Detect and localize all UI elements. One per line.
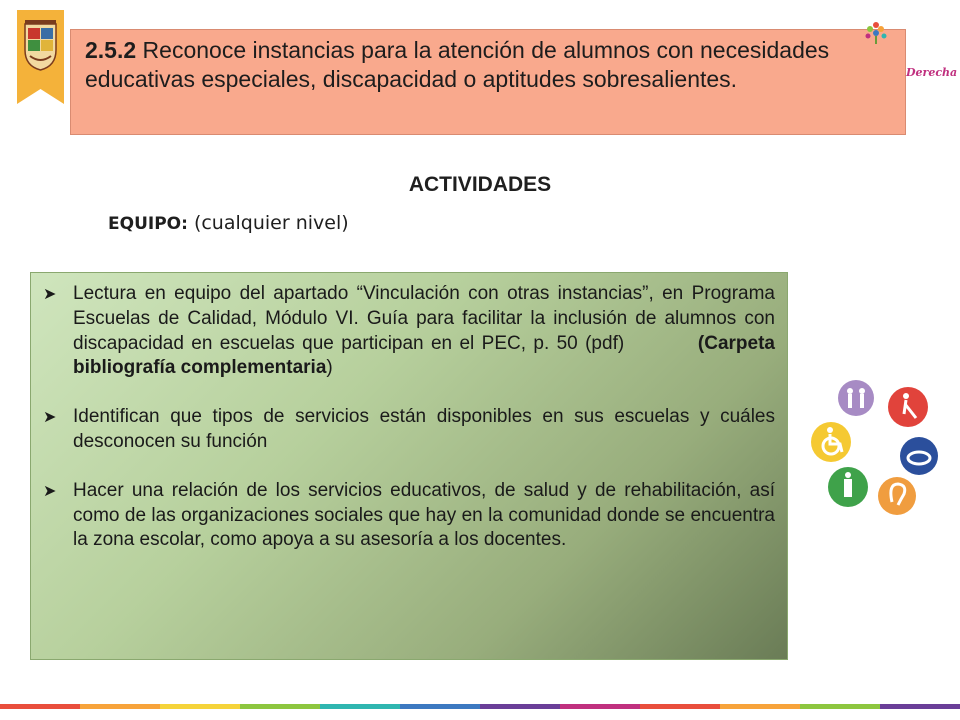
header-bookmark: [17, 10, 64, 104]
activity-text: Identifican que tipos de servicios están disponibles en sus escuelas y cuáles desconocen su función: [73, 406, 775, 452]
bottom-color-stripe: [0, 704, 960, 709]
activity-bold: (Carpeta bibliografía complementaria: [73, 332, 775, 379]
program-logo: [848, 14, 958, 94]
page-title: [70, 29, 906, 135]
title-text: Reconoce instancias para la atención de alumnos con necesidades educativas especiales, discapacidad o aptitudes sobresalientes.: [85, 37, 830, 92]
team-value: (cualquier nivel): [193, 212, 349, 234]
title-number: 2.5.2: [85, 37, 137, 63]
disability-symbols: [808, 378, 938, 518]
team-line: [108, 212, 349, 234]
arrow-bullet-icon: ➤: [43, 409, 57, 427]
activity-tail: ): [326, 357, 333, 379]
logo-flower-icon: [866, 22, 887, 44]
ear-icon: [878, 477, 916, 515]
activities-panel: [30, 272, 788, 660]
blind-cane-icon: [888, 387, 928, 427]
activity-text: Lectura en equipo del apartado “Vinculación con otras instancias”, en Programa Escuelas de Calidad, Módulo VI. Guía para facilitar la inclusión de alumnos con discapacidad en escuelas que participan en el PEC, p. 50 (pdf): [73, 283, 775, 354]
list-item: [43, 479, 775, 553]
wheelchair-icon: [811, 422, 851, 462]
arrow-bullet-icon: ➤: [43, 482, 57, 500]
person-icon: [828, 467, 868, 507]
list-item: [43, 405, 775, 455]
team-label: EQUIPO:: [108, 214, 188, 234]
state-crest-icon: [22, 20, 59, 72]
list-item: [43, 282, 775, 381]
sign-language-icon: [900, 437, 938, 475]
logo-text: Derecha: [906, 66, 958, 79]
section-heading: ACTIVIDADES: [408, 173, 552, 196]
family-icon: [838, 380, 874, 416]
arrow-bullet-icon: ➤: [43, 286, 57, 303]
activity-text: Hacer una relación de los servicios educativos, de salud y de rehabilitación, así como de las organizaciones sociales que hay en la comunidad donde se encuentra la zona escolar, como apoya a su asesoría a los docentes.: [73, 479, 775, 551]
